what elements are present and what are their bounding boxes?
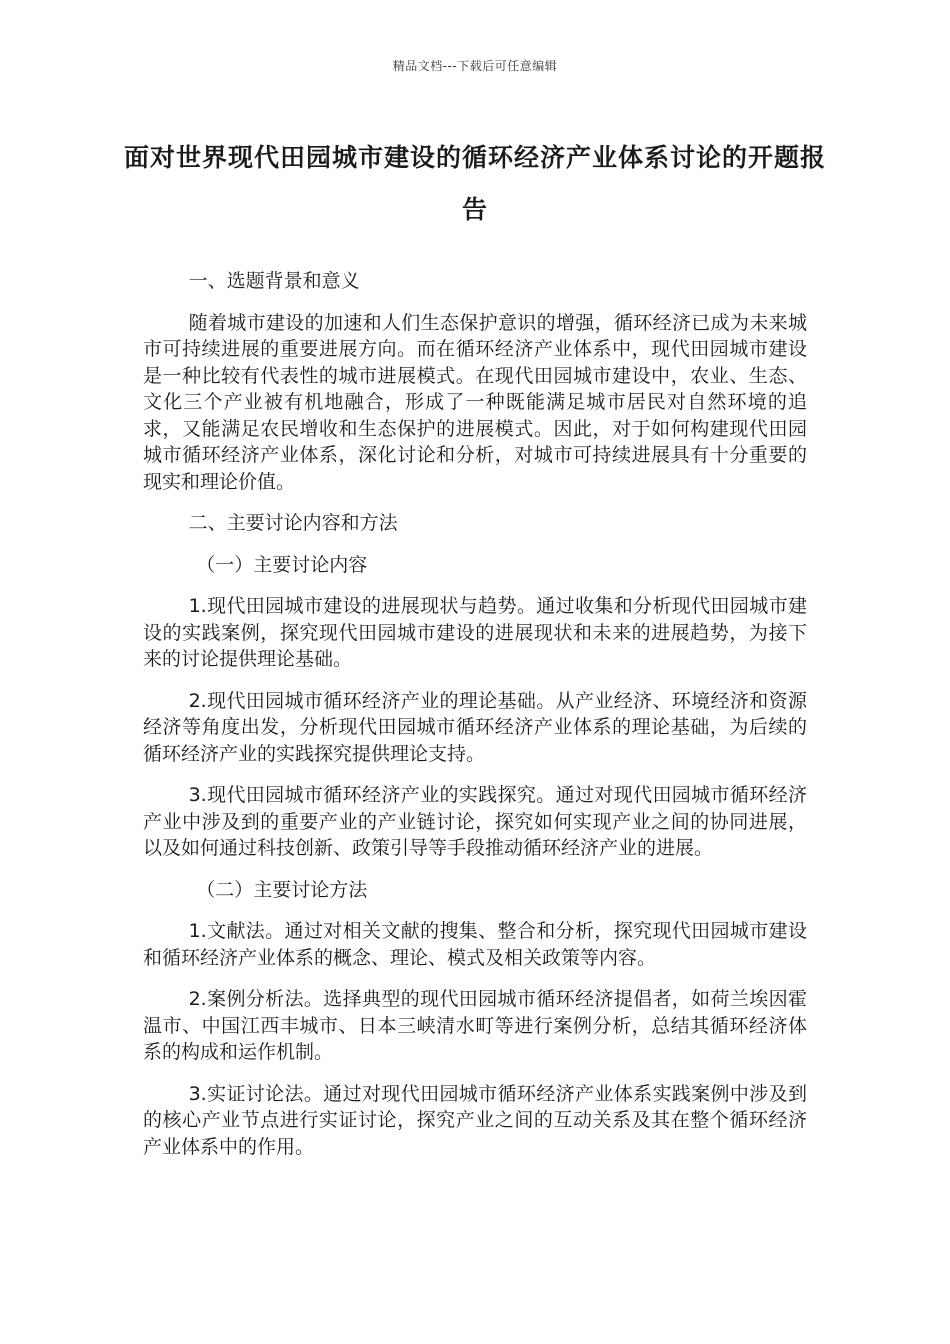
paragraph-method-3: 3.实证讨论法。通过对现代田园城市循环经济产业体系实践案例中涉及到的核心产业节点进行实证讨论，探究产业之间的互动关系及其在整个循环经济产业体系中的作用。 xyxy=(143,1082,807,1158)
paragraph-content-2: 2.现代田园城市循环经济产业的理论基础。从产业经济、环境经济和资源经济等角度出发，分析现代田园城市循环经济产业体系的理论基础，为后续的循环经济产业的实践探究提供理论支持。 xyxy=(143,689,807,765)
subheading-content: （一）主要讨论内容 xyxy=(196,553,368,576)
paragraph-content-3: 3.现代田园城市循环经济产业的实践探究。通过对现代田园城市循环经济产业中涉及到的重要产业的产业链讨论，探究如何实现产业之间的协同进展，以及如何通过科技创新、政策引导等手段推动循环经济产业的进展。 xyxy=(143,784,807,859)
section-heading-content-method: 二、主要讨论内容和方法 xyxy=(188,512,398,534)
subheading-methods: （二）主要讨论方法 xyxy=(196,878,368,901)
paragraph-content-1: 1.现代田园城市建设的进展现状与趋势。通过收集和分析现代田园城市建设的实践案例，探究现代田园城市建设的进展现状和未来的进展趋势，为接下来的讨论提供理论基础。 xyxy=(143,595,807,670)
document-body xyxy=(143,268,807,1175)
paragraph-background: 随着城市建设的加速和人们生态保护意识的增强，循环经济已成为未来城市可持续进展的重要进展方向。而在循环经济产业体系中，现代田园城市建设是一种比较有代表性的城市进展模式。在现代田园城市建设中，农业、生态、文化三个产业被有机地融合，形成了一种既能满足城市居民对自然环境的追求，又能满足农民增收和生态保护的进展模式。因此，对于如何构建现代田园城市循环经济产业体系，深化讨论和分析，对城市可持续进展具有十分重要的现实和理论价值。 xyxy=(143,311,807,493)
paragraph-method-2: 2.案例分析法。选择典型的现代田园城市循环经济提倡者，如荷兰埃因霍温市、中国江西丰城市、日本三峡清水町等进行案例分析，总结其循环经济体系的构成和运作机制。 xyxy=(143,988,807,1063)
document-title: 面对世界现代田园城市建设的循环经济产业体系讨论的开题报告 xyxy=(123,143,826,224)
header-note: 精品文档---下载后可任意编辑 xyxy=(392,59,558,73)
paragraph-method-1: 1.文献法。通过对相关文献的搜集、整合和分析，探究现代田园城市建设和循环经济产业体系的概念、理论、模式及相关政策等内容。 xyxy=(143,920,807,969)
section-heading-background: 一、选题背景和意义 xyxy=(188,270,360,292)
